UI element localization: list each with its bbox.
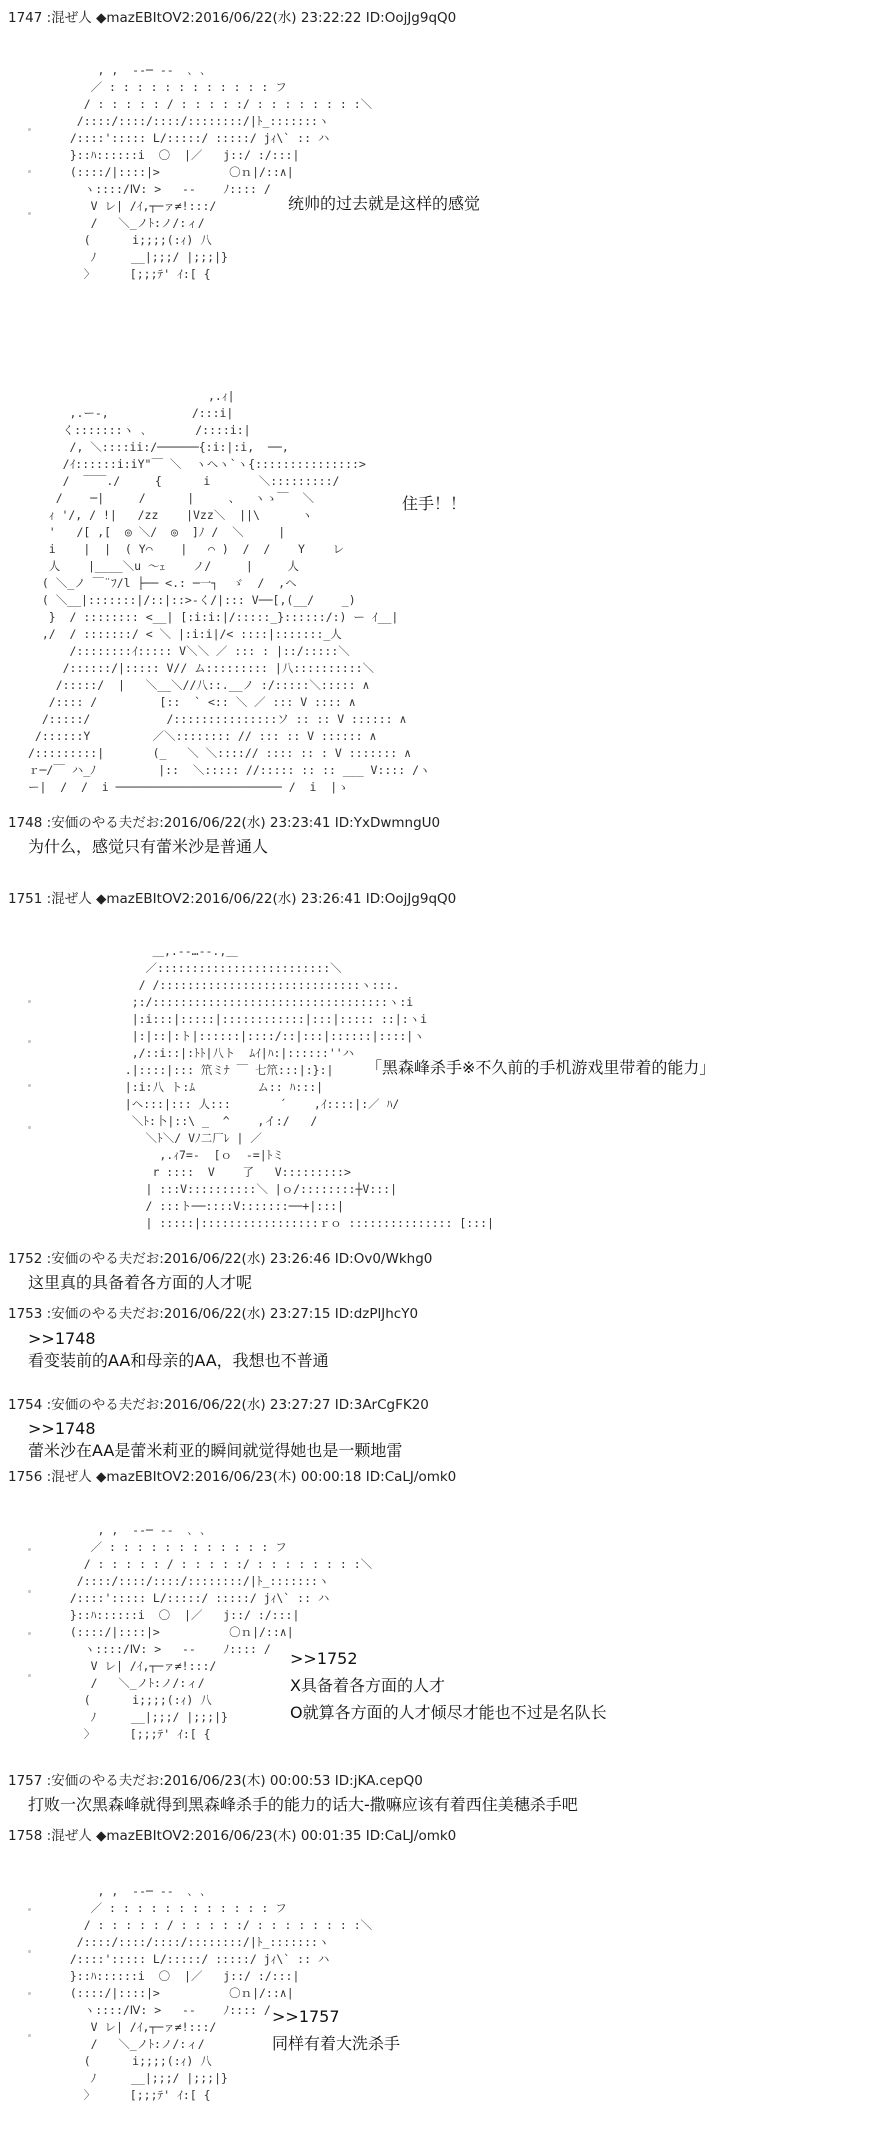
ascii-art-1747b-line: ' /[ ,[ ◎ ＼/ ◎ ]ﾉ / ＼ | <box>28 525 286 539</box>
ascii-art-1747b-line: /:::::/ | ＼__＼//八::.__ノ :/:::::＼::::: ∧ <box>28 678 370 692</box>
ascii-art-1756-line: ﾉ __|;;;/ |;;;|} <box>56 1710 228 1724</box>
ascii-art-1751-line: .|::::|::: 笊ミﾅ ￣ 七笊:::|:}:| <box>104 1063 334 1077</box>
speech-1747 <box>288 190 480 217</box>
ascii-art-1758-line: (::::/|::::|> 〇ｎ|/::∧| <box>56 1986 294 2000</box>
ascii-art-1747b-line: 人 |____＼u 〜ｪ ノ/ | 人 <box>28 559 299 573</box>
ascii-art-1751-line: ;:/::::::::::::::::::::::::::::::::::ヽ:i <box>104 995 414 1009</box>
post-body-1748 <box>28 836 268 858</box>
ascii-art-1758-line: ( i;;;;(:ｨ) 八 <box>56 2054 212 2068</box>
ascii-art-1747b-line: /:::::/ /:::::::::::::::ソ :: :: V :::::: ∧ <box>28 712 407 726</box>
ascii-art-1747-line: ／ : : : : : : : : : : : : フ <box>56 80 287 94</box>
ascii-art-1756-line: / : : : : : / : : : : :/ : : : : : : : :＼ <box>56 1557 373 1571</box>
ascii-art-1756-line: /::::/::::/::::/::::::::/|ﾄ_:::::::ヽ <box>56 1574 330 1588</box>
ascii-art-1756-line: ( i;;;;(:ｨ) 八 <box>56 1693 212 1707</box>
post-body-1757-line: 打败一次黑森峰就得到黑森峰杀手的能力的话大-撒嘛应该有着西住美穗杀手吧 <box>28 1795 578 1814</box>
ascii-art-1747-line: , , -‐─ ‐- ､ ､ <box>56 63 206 77</box>
ascii-art-1747b-line: ー| / / i ──────────────────────── / i |ゝ <box>28 780 349 794</box>
speech-1756 <box>290 1645 607 1726</box>
ascii-art-1747b-line: /:::: / [:: ` <:: ＼ ／ ::: V :::: ∧ <box>28 695 356 709</box>
post-header-1752: 1752 :安価のやる夫だお:2016/06/22(水) 23:26:46 ID:Ov0/Wkhg0 <box>8 1251 433 1267</box>
post-body-1754-line: >>1748 <box>28 1419 96 1438</box>
ascii-art-1751-line: ＿,.-‐…‐-.,＿ <box>104 944 238 958</box>
ascii-art-1747b-line: ｨ '/, / !| /zz |Vzz＼ ||\ ヽ <box>28 508 313 522</box>
ascii-art-1747b-line: /::::::Y ／＼:::::::: // ::: :: V :::::: ∧ <box>28 729 377 743</box>
post-body-1753 <box>28 1328 329 1372</box>
post-body-1754 <box>28 1418 402 1462</box>
ascii-art-1756-line: ヽ::::/Ⅳ: > ‐‐ ﾉ:::: / <box>56 1642 271 1656</box>
ascii-art-1747b-line: } / :::::::: <__| [:i:i:|/:::::_}::::::/:) ー ｲ__| <box>28 610 399 624</box>
ascii-art-1756-line: / ＼_ノﾄ:ノ/:ィ/ <box>56 1676 205 1690</box>
speech-1751 <box>366 1054 715 1081</box>
post-body-1753-line: 看变装前的AA和母亲的AA，我想也不普通 <box>28 1351 329 1370</box>
post-body-1748-line: 为什么，感觉只有蕾米沙是普通人 <box>28 837 269 856</box>
post-body-1754-line: 蕾米沙在AA是蕾米莉亚的瞬间就觉得她也是一颗地雷 <box>28 1441 403 1460</box>
ascii-art-1758-line: 〉 [;;;ﾃ' ｲ:[ { <box>56 2088 211 2102</box>
margin-dot <box>28 170 31 173</box>
margin-dot <box>28 1548 31 1551</box>
post-body-1753-line: >>1748 <box>28 1329 96 1348</box>
ascii-art-1751-line: | :::::|:::::::::::::::::ｒｏ ::::::::::::::: [:::| <box>104 1216 494 1230</box>
speech-1756-line: >>1752 <box>290 1649 358 1668</box>
ascii-art-1758-line: / : : : : : / : : : : :/ : : : : : : : :＼ <box>56 1918 373 1932</box>
margin-dot <box>28 1084 31 1087</box>
speech-1756-line: X具备着各方面的人才 <box>290 1676 445 1695</box>
margin-dot <box>28 1908 31 1911</box>
margin-dot <box>28 1000 31 1003</box>
margin-dot <box>28 1992 31 1995</box>
ascii-art-1747b-line: /:::::::::| (_ ＼ ＼::::// :::: :: : V ::::::: ∧ <box>28 746 412 760</box>
ascii-art-1751-line: ／:::::::::::::::::::::::::＼ <box>104 961 342 975</box>
ascii-art-1751-line: ＼ﾄ＼/ Vﾉ二厂ﾚ | ／ <box>104 1131 262 1145</box>
margin-dot <box>28 1126 31 1129</box>
margin-dot <box>28 1950 31 1953</box>
ascii-art-1751-line: |ヘ:::|::: 人::: ´ ,ｲ::::|:／ ﾊ/ <box>104 1097 400 1111</box>
ascii-art-1758-line: , , -‐─ ‐- ､ ､ <box>56 1884 206 1898</box>
ascii-art-1758-line: / ＼_ノﾄ:ノ/:ィ/ <box>56 2037 205 2051</box>
margin-dot <box>28 1590 31 1593</box>
ascii-art-1747-line: / : : : : : / : : : : :/ : : : : : : : :＼ <box>56 97 373 111</box>
post-body-1752 <box>28 1272 252 1294</box>
post-header-1757: 1757 :安価のやる夫だお:2016/06/23(木) 00:00:53 ID:jKA.cepQ0 <box>8 1773 423 1789</box>
speech-1758 <box>272 2003 400 2057</box>
ascii-art-1747b <box>28 388 431 796</box>
ascii-art-1747b-line: ,.ー-, /:::i| <box>28 406 234 420</box>
ascii-art-1747b-line: /, ＼::::ii:/──────{:i:|:i, ──, <box>28 440 289 454</box>
ascii-art-1747b-line: /::::::::ｲ::::: V＼＼ ／ ::: : |::/:::::＼ <box>28 644 350 658</box>
ascii-art-1751-line: ,.ｨ7=- [ｏ -=|ﾄミ <box>104 1148 284 1162</box>
post-header-1747: 1747 :混ぜ人 ◆mazEBItOV2:2016/06/22(水) 23:22:22 ID:OojJg9qQ0 <box>8 10 457 26</box>
ascii-art-1758-line: ／ : : : : : : : : : : : : フ <box>56 1901 287 1915</box>
ascii-art-1751-line: ,/::i::|:ﾄﾄ|八ト ﾑｲ|ﾊ:|::::::''ハ <box>104 1046 355 1060</box>
speech-1747-line: 统帅的过去就是这样的感觉 <box>288 194 481 213</box>
ascii-art-1747b-line: ,/ / :::::::/ < ＼ |:i:i|/< ::::|:::::::_人 <box>28 627 342 641</box>
speech-1747b-line: 住手！！ <box>402 494 467 513</box>
ascii-art-1751-line: r :::: V 了 V:::::::::> <box>104 1165 351 1179</box>
ascii-art-1747b-line: /ｲ::::::i:iY"￣ ＼ ヽヘヽ`ヽ{:::::::::::::::> <box>28 457 366 471</box>
post-header-1751: 1751 :混ぜ人 ◆mazEBItOV2:2016/06/22(水) 23:26:41 ID:OojJg9qQ0 <box>8 891 457 907</box>
ascii-art-1747-line: /::::/::::/::::/::::::::/|ﾄ_:::::::ヽ <box>56 114 330 128</box>
ascii-art-1758-line: /::::/::::/::::/::::::::/|ﾄ_:::::::ヽ <box>56 1935 330 1949</box>
ascii-art-1756-line: /::::'::::: L/:::::/ :::::/ jｨ\` :: ハ <box>56 1591 330 1605</box>
ascii-art-1747-line: /::::'::::: L/:::::/ :::::/ jｨ\` :: ハ <box>56 131 330 145</box>
ascii-art-1747-line: }::ﾊ::::::i 〇 |／ j::/ :/:::| <box>56 148 300 162</box>
ascii-art-1751-line: / /:::::::::::::::::::::::::::::ヽ:::. <box>104 978 400 992</box>
ascii-art-1747b-line: i | | ( Y⌒ | ⌒ ) / / Y レ <box>28 542 345 556</box>
ascii-art-1747b-line: ,.ｨ| <box>28 389 235 403</box>
ascii-art-1751 <box>104 943 494 1232</box>
ascii-art-1747-line: ﾉ __|;;;/ |;;;|} <box>56 250 228 264</box>
ascii-art-1756-line: ／ : : : : : : : : : : : : フ <box>56 1540 287 1554</box>
ascii-art-1747b-line: ｒ─/￣ ハ_ﾉ |:: ＼::::: //::::: :: :: ___ V:::: /ヽ <box>28 763 431 777</box>
post-header-1758: 1758 :混ぜ人 ◆mazEBItOV2:2016/06/23(木) 00:01:35 ID:CaLJ/omk0 <box>8 1828 457 1844</box>
ascii-art-1747b-line: /::::::/|::::: V// ム::::::::: |八::::::::::＼ <box>28 661 375 675</box>
ascii-art-1756-line: V レ| /ｲ,┬─ァ≠!:::/ <box>56 1659 217 1673</box>
ascii-art-1756-line: , , -‐─ ‐- ､ ､ <box>56 1523 206 1537</box>
speech-1756-line: O就算各方面的人才倾尽才能也不过是名队长 <box>290 1703 607 1722</box>
speech-1747b <box>402 490 466 517</box>
ascii-art-1747b-line: / ￣￣./ { i ＼:::::::::/ <box>28 474 340 488</box>
ascii-art-1756-line: 〉 [;;;ﾃ' ｲ:[ { <box>56 1727 211 1741</box>
post-header-1753: 1753 :安価のやる夫だお:2016/06/22(水) 23:27:15 ID:dzPlJhcY0 <box>8 1306 419 1322</box>
ascii-art-1751-line: |:|::|:ト|::::::|::::/::|:::|::::::|::::|ヽ <box>104 1029 425 1043</box>
post-body-1757 <box>28 1794 578 1816</box>
ascii-art-1758 <box>56 1883 372 2104</box>
ascii-art-1751-line: |:i:八 ト:ﾑ ム:: ﾊ:::| <box>104 1080 324 1094</box>
ascii-art-1758-line: ﾉ __|;;;/ |;;;|} <box>56 2071 228 2085</box>
ascii-art-1747b-line: / ─| / | 、 ヽゝ￣ ＼ <box>28 491 314 505</box>
ascii-art-1751-line: ＼ﾄ:卜|::\ _ ^ ,イ:/ / <box>104 1114 318 1128</box>
margin-dot <box>28 1674 31 1677</box>
ascii-art-1751-line: |:i:::|:::::|::::::::::::|:::|::::: ::|:ヽi <box>104 1012 428 1026</box>
ascii-art-1756-line: }::ﾊ::::::i 〇 |／ j::/ :/:::| <box>56 1608 300 1622</box>
ascii-art-1758-line: V レ| /ｲ,┬─ァ≠!:::/ <box>56 2020 217 2034</box>
ascii-art-1747-line: / ＼_ノﾄ:ノ/:ィ/ <box>56 216 205 230</box>
margin-dot <box>28 1040 31 1043</box>
post-body-1752-line: 这里真的具备着各方面的人才呢 <box>28 1273 253 1292</box>
ascii-art-1756-line: (::::/|::::|> 〇ｎ|/::∧| <box>56 1625 294 1639</box>
post-header-1756: 1756 :混ぜ人 ◆mazEBItOV2:2016/06/23(木) 00:00:18 ID:CaLJ/omk0 <box>8 1469 457 1485</box>
speech-1758-line: >>1757 <box>272 2007 340 2026</box>
ascii-art-1747-line: V レ| /ｲ,┬─ァ≠!:::/ <box>56 199 217 213</box>
ascii-art-1751-line: / :::ト──::::V:::::::──+|:::| <box>104 1199 344 1213</box>
margin-dot <box>28 2034 31 2037</box>
speech-1758-line: 同样有着大洗杀手 <box>272 2034 401 2053</box>
margin-dot <box>28 128 31 131</box>
post-header-1754: 1754 :安価のやる夫だお:2016/06/22(水) 23:27:27 ID:3ArCgFK20 <box>8 1397 429 1413</box>
ascii-art-1758-line: }::ﾊ::::::i 〇 |／ j::/ :/:::| <box>56 1969 300 1983</box>
ascii-art-1747 <box>56 62 372 283</box>
ascii-art-1747-line: 〉 [;;;ﾃ' ｲ:[ { <box>56 267 211 281</box>
post-header-1748: 1748 :安価のやる夫だお:2016/06/22(水) 23:23:41 ID:YxDwmngU0 <box>8 815 441 831</box>
ascii-art-1747-line: ヽ::::/Ⅳ: > ‐‐ ﾉ:::: / <box>56 182 271 196</box>
ascii-art-1751-line: | :::V::::::::::＼ |ｏ/::::::::┼V:::| <box>104 1182 398 1196</box>
ascii-art-1747b-line: ( ＼_ノ ￣¨ﾌ/l ├── <.: ─一┐ ゞ / ,ヘ <box>28 576 297 590</box>
ascii-art-1747b-line: く:::::::ヽ ､ /::::i:| <box>28 423 251 437</box>
ascii-art-1758-line: ヽ::::/Ⅳ: > ‐‐ ﾉ:::: / <box>56 2003 271 2017</box>
ascii-art-1747b-line: ( ＼__|:::::::|/::|::>-く/|::: V──[,(__/ _) <box>28 593 356 607</box>
speech-1751-line: 「黑森峰杀手※不久前的手机游戏里带着的能力」 <box>366 1058 716 1077</box>
margin-dot <box>28 1632 31 1635</box>
ascii-art-1747-line: ( i;;;;(:ｨ) 八 <box>56 233 212 247</box>
ascii-art-1747-line: (::::/|::::|> 〇ｎ|/::∧| <box>56 165 294 179</box>
margin-dot <box>28 212 31 215</box>
ascii-art-1758-line: /::::'::::: L/:::::/ :::::/ jｨ\` :: ハ <box>56 1952 330 1966</box>
